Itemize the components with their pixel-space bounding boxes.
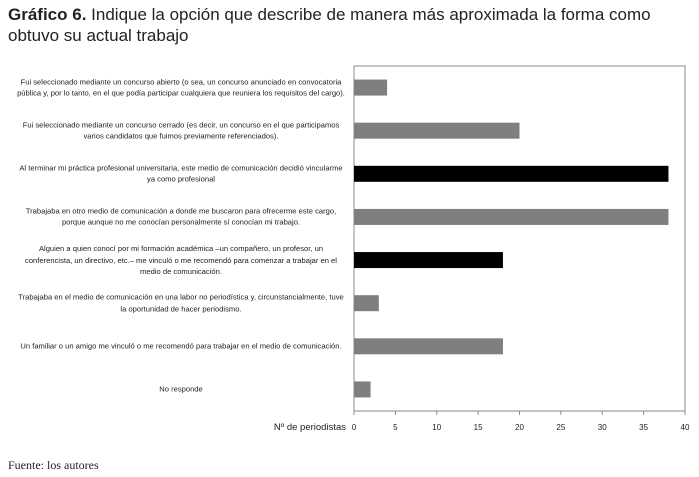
category-label-2: Fui seleccionado mediante un concurso cerrado (es decir, un concurso en el que participamos varios candidatos que fuimos previamente referenciados).: [22, 120, 340, 141]
x-tick-label-25: 25: [556, 423, 566, 432]
bar-7: [354, 338, 503, 354]
bar-2: [354, 123, 520, 139]
chart-title-text: Indique la opción que describe de manera más aproximada la forma como obtuvo su actual trabajo: [8, 5, 651, 45]
category-label-3: Al terminar mi práctica profesional universitaria, este medio de comunicación decidió vincularme ya como profesional: [19, 163, 343, 184]
x-axis-label: Nº de periodistas: [273, 422, 346, 433]
source-note: Fuente: los autores: [8, 458, 99, 472]
bar-5: [354, 252, 503, 268]
bar-6: [354, 295, 379, 311]
category-label-6: Trabajaba en el medio de comunicación en una labor no periodística y, circunstancialmente, tuve la oportunidad de hacer periodismo.: [18, 292, 344, 314]
category-label-5: Alguien a quien conocí por mi formación académica –un compañero, un profesor, un conferencista, un directivo, etc.– me vinculó o me recomendó para comenzar a trabajar en el medio de comunicación.: [25, 243, 337, 276]
bar-4: [354, 209, 668, 225]
category-label-7: Un familiar o un amigo me vinculó o me recomendó para trabajar en el medio de comunicación.: [20, 341, 342, 351]
x-tick-label-10: 10: [432, 423, 442, 432]
chart-title-prefix: Gráfico 6.: [8, 5, 87, 24]
x-tick-label-30: 30: [597, 423, 607, 432]
bar-3: [354, 166, 668, 182]
category-label-1: Fui seleccionado mediante un concurso abierto (o sea, un concurso anunciado en convocatoria pública y, por lo tanto, en el que podía participar cualquiera que reuniera los requisitos del cargo).: [17, 77, 345, 98]
x-tick-label-40: 40: [680, 423, 690, 432]
x-tick-label-0: 0: [351, 423, 357, 432]
plot-frame: [354, 66, 685, 411]
x-tick-label-20: 20: [515, 423, 524, 432]
bar-8: [354, 381, 371, 397]
x-tick-label-35: 35: [639, 423, 649, 432]
category-label-8: No responde: [159, 384, 203, 394]
x-tick-label-5: 5: [393, 423, 398, 432]
bar-1: [354, 80, 387, 96]
x-tick-label-15: 15: [473, 423, 483, 432]
category-label-4: Trabajaba en otro medio de comunicación a donde me buscaron para ofrecerme este cargo, porque aunque no me conocían personalmente sí conocían mi trabajo.: [25, 206, 337, 227]
